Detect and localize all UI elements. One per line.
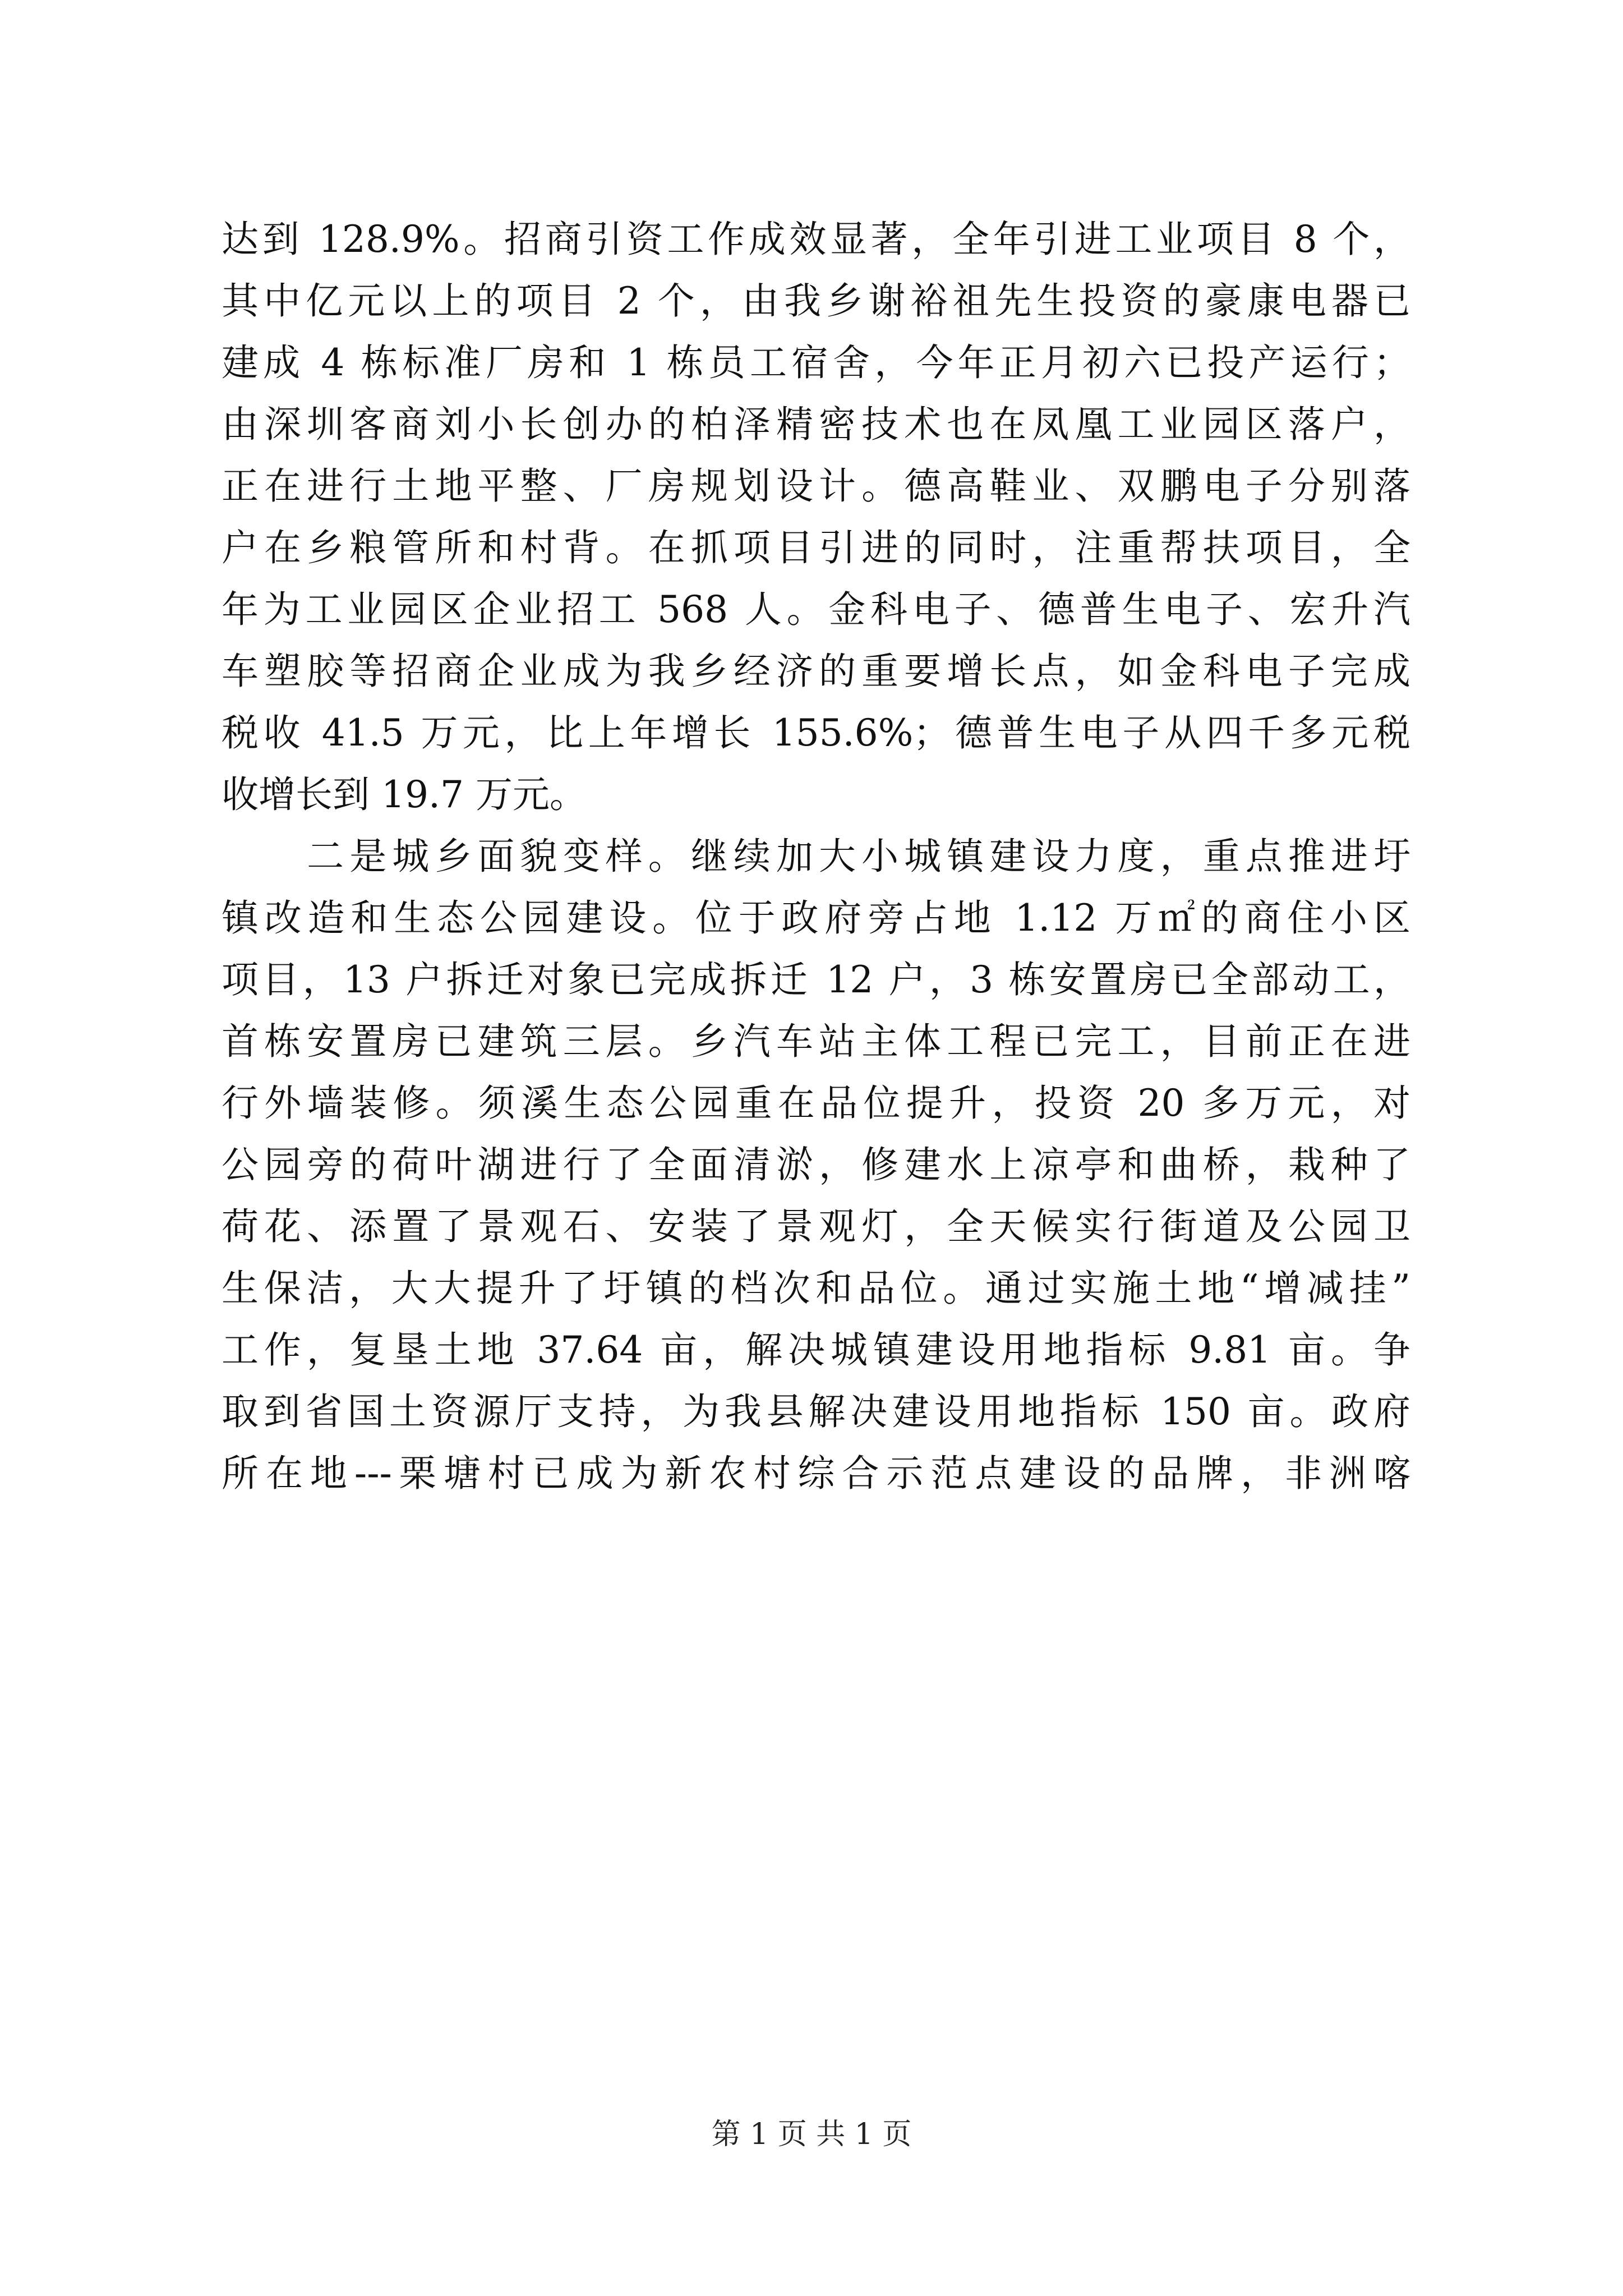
text-line: 工作，复垦土地 37.64 亩，解决城镇建设用地指标 9.81 亩。争 xyxy=(222,1328,1410,1372)
text-line: 镇改造和生态公园建设。位于政府旁占地 1.12 万㎡的商住小区 xyxy=(222,896,1410,940)
text-line: 税收 41.5 万元，比上年增长 155.6%；德普生电子从四千多元税 xyxy=(222,711,1410,754)
text-line: 户在乡粮管所和村背。在抓项目引进的同时，注重帮扶项目，全 xyxy=(222,526,1410,569)
text-line: 由深圳客商刘小长创办的柏泽精密技术也在凤凰工业园区落户， xyxy=(222,403,1410,446)
text-line: 首栋安置房已建筑三层。乡汽车站主体工程已完工，目前正在进 xyxy=(222,1020,1410,1063)
text-line: 二是城乡面貌变样。继续加大小城镇建设力度，重点推进圩 xyxy=(222,835,1410,878)
text-line: 取到省国土资源厅支持，为我县解决建设用地指标 150 亩。政府 xyxy=(222,1390,1410,1433)
page-footer: 第 1 页 共 1 页 xyxy=(711,2118,912,2151)
text-line: 年为工业园区企业招工 568 人。金科电子、德普生电子、宏升汽 xyxy=(222,588,1410,631)
text-line: 公园旁的荷叶湖进行了全面清淤，修建水上凉亭和曲桥，栽种了 xyxy=(222,1143,1410,1186)
text-line: 项目，13 户拆迁对象已完成拆迁 12 户，3 栋安置房已全部动工， xyxy=(222,958,1410,1001)
text-line: 所在地---栗塘村已成为新农村综合示范点建设的品牌，非洲喀 xyxy=(222,1452,1410,1495)
text-line: 行外墙装修。须溪生态公园重在品位提升，投资 20 多万元，对 xyxy=(222,1082,1410,1125)
text-line: 建成 4 栋标准厂房和 1 栋员工宿舍，今年正月初六已投产运行； xyxy=(222,341,1410,384)
text-line: 车塑胶等招商企业成为我乡经济的重要增长点，如金科电子完成 xyxy=(222,650,1410,693)
text-line: 正在进行土地平整、厂房规划设计。德高鞋业、双鹏电子分别落 xyxy=(222,464,1410,508)
text-line: 达到 128.9%。招商引资工作成效显著，全年引进工业项目 8 个， xyxy=(222,218,1410,261)
text-line: 荷花、添置了景观石、安装了景观灯，全天候实行街道及公园卫 xyxy=(222,1205,1410,1248)
text-line: 其中亿元以上的项目 2 个，由我乡谢裕祖先生投资的豪康电器已 xyxy=(222,279,1410,323)
text-line: 生保洁，大大提升了圩镇的档次和品位。通过实施土地“增减挂” xyxy=(222,1267,1410,1310)
body-text xyxy=(222,209,1410,1504)
text-line: 收增长到 19.7 万元。 xyxy=(222,773,587,816)
